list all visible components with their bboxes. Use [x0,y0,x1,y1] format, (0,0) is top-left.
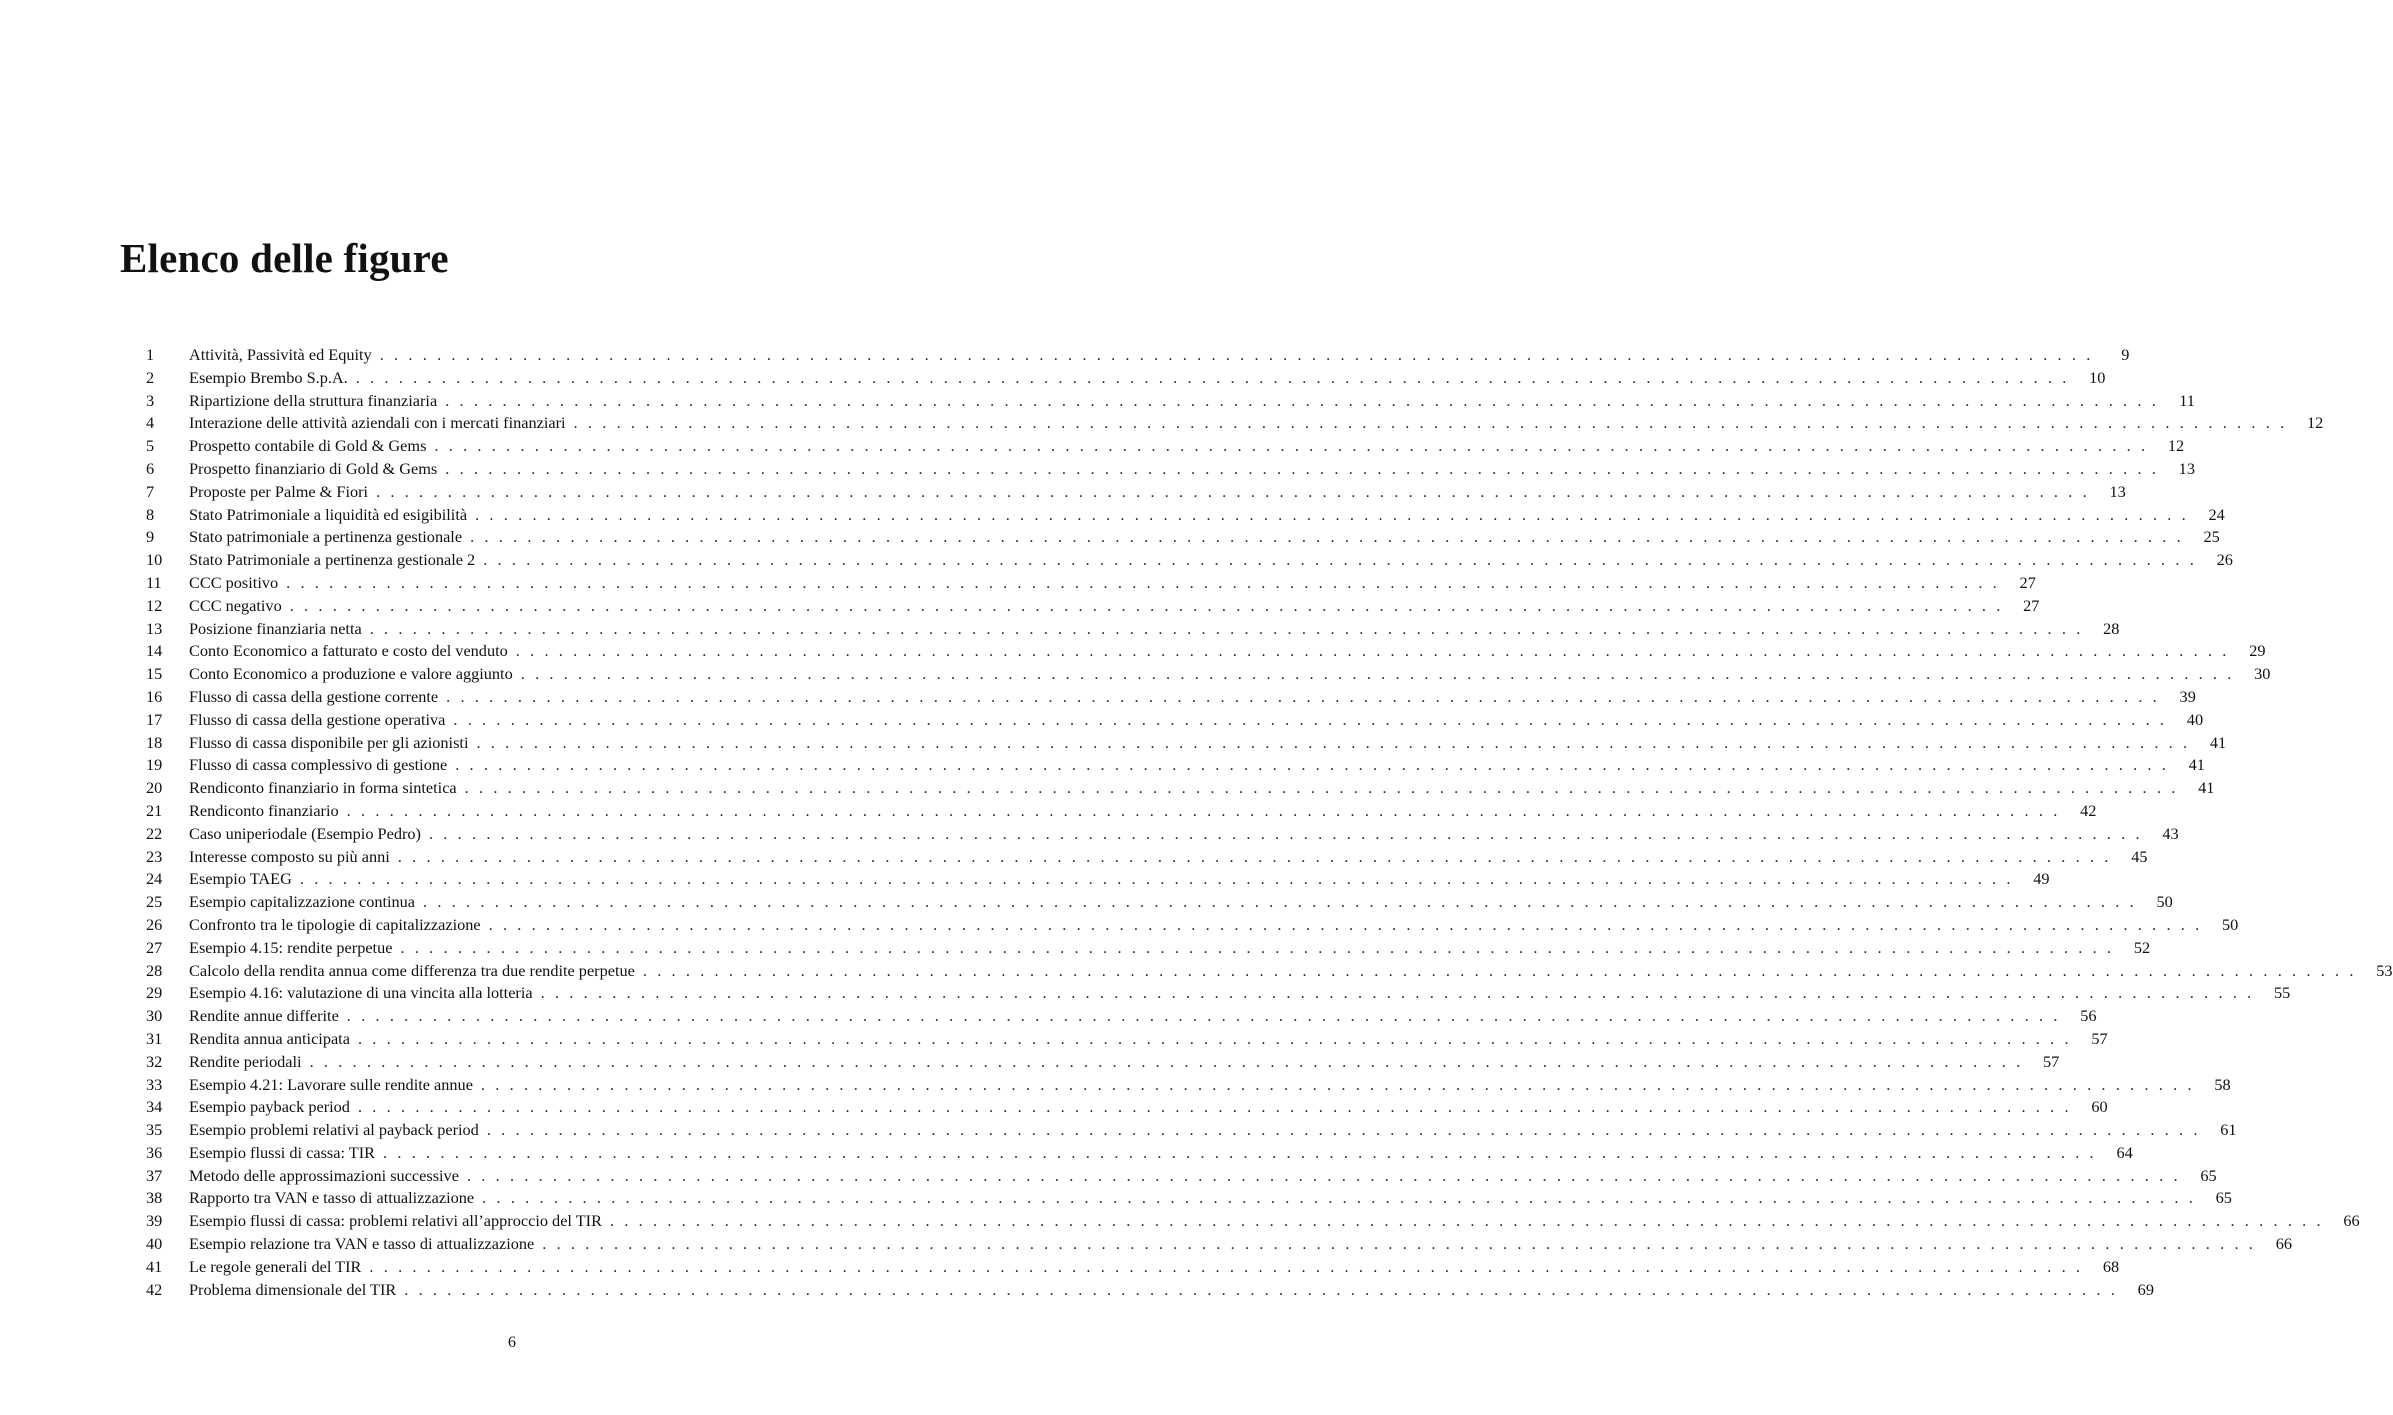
list-item [146,640,2266,663]
figure-page-number: 29 [2249,641,2266,661]
list-item [146,1187,2232,1210]
list-item [146,663,2271,686]
list-item [146,960,2393,983]
figure-caption: Metodo delle approssimazioni successive [189,1165,459,1185]
figure-number: 5 [146,436,155,456]
figure-number: 41 [146,1256,163,1276]
list-item [146,390,2195,413]
figure-number: 16 [146,686,163,706]
figure-page-number: 64 [2116,1142,2133,1162]
dot-leader: . . . . . . . . . . . . . . . . . . . . . . . . . . . . . . . . . . . . . . . . . . . . . . . . . . . . . . . . . . . . . . . . . . . . . . . . . . . . . . . . . . . . . . . . . . . . . . . . . . . . . . . . . . . . . . . . . . . . . . . . [515,641,2230,661]
figure-page-number: 40 [2186,709,2204,729]
dot-leader: . . . . . . . . . . . . . . . . . . . . . . . . . . . . . . . . . . . . . . . . . . . . . . . . . . . . . . . . . . . . . . . . . . . . . . . . . . . . . . . . . . . . . . . . . . . . . . . . . . . . . . . . . . . . . . . . . . . . . . . . [369,618,2084,638]
figure-page-number: 27 [2019,572,2036,592]
dot-leader: . . . . . . . . . . . . . . . . . . . . . . . . . . . . . . . . . . . . . . . . . . . . . . . . . . . . . . . . . . . . . . . . . . . . . . . . . . . . . . . . . . . . . . . . . . . . . . . . . . . . . . . . . . . . . . . . . . . . . . . . [397,846,2112,866]
figure-caption: Esempio problemi relativi al payback period [189,1120,479,1140]
figure-page-number: 41 [2188,755,2205,775]
figure-caption: Rendita annua anticipata [189,1028,350,1048]
figure-number: 12 [146,595,163,615]
dot-leader: . . . . . . . . . . . . . . . . . . . . . . . . . . . . . . . . . . . . . . . . . . . . . . . . . . . . . . . . . . . . . . . . . . . . . . . . . . . . . . . . . . . . . . . . . . . . . . . . . . . . . . . . . . . . . . . . . . . . . . . . [455,755,2169,775]
figure-number: 39 [146,1211,163,1231]
list-item [146,732,2227,755]
dot-leader: . . . . . . . . . . . . . . . . . . . . . . . . . . . . . . . . . . . . . . . . . . . . . . . . . . . . . . . . . . . . . . . . . . . . . . . . . . . . . . . . . . . . . . . . . . . . . . . . . . . . . . . . . . . . . . . . . . . . . . . . [464,778,2179,798]
figure-caption: Esempio capitalizzazione continua [189,892,416,912]
figure-caption: Proposte per Palme & Fiori [189,481,369,501]
list-item [146,1210,2360,1233]
figure-caption: Rendiconto finanziario [189,800,339,820]
figure-page-number: 58 [2214,1074,2231,1094]
dot-leader: . . . . . . . . . . . . . . . . . . . . . . . . . . . . . . . . . . . . . . . . . . . . . . . . . . . . . . . . . . . . . . . . . . . . . . . . . . . . . . . . . . . . . . . . . . . . . . . . . . . . . . . . . . . . . . . . . . . . . . . . [445,458,2159,478]
list-item [146,435,2185,458]
dot-leader: . . . . . . . . . . . . . . . . . . . . . . . . . . . . . . . . . . . . . . . . . . . . . . . . . . . . . . . . . . . . . . . . . . . . . . . . . . . . . . . . . . . . . . . . . . . . . . . . . . . . . . . . . . . . . . . . . . . . . . . . [475,504,2189,524]
dot-leader: . . . . . . . . . . . . . . . . . . . . . . . . . . . . . . . . . . . . . . . . . . . . . . . . . . . . . . . . . . . . . . . . . . . . . . . . . . . . . . . . . . . . . . . . . . . . . . . . . . . . . . . . . . . . . . . . . . . . . . . . [445,390,2159,410]
figure-page-number: 45 [2131,846,2148,866]
figure-page-number: 55 [2274,983,2291,1003]
figure-page-number: 68 [2102,1256,2120,1276]
figure-number: 8 [146,504,155,524]
dot-leader: . . . . . . . . . . . . . . . . . . . . . . . . . . . . . . . . . . . . . . . . . . . . . . . . . . . . . . . . . . . . . . . . . . . . . . . . . . . . . . . . . . . . . . . . . . . . . . . . . . . . . . . . . . . . . . . . . . . . . . . . [289,595,2004,615]
figure-page-number: 52 [2133,937,2151,957]
figure-caption: Rendiconto finanziario in forma sintetica [189,778,457,798]
dot-leader: . . . . . . . . . . . . . . . . . . . . . . . . . . . . . . . . . . . . . . . . . . . . . . . . . . . . . . . . . . . . . . . . . . . . . . . . . . . . . . . . . . . . . . . . . . . . . . . . . . . . . . . . . . . . . . . . . . . . . . . . [400,937,2115,957]
figure-number: 34 [146,1097,163,1117]
figure-caption: Esempio Brembo S.p.A. [189,367,348,387]
list-item [146,709,2204,732]
figure-caption: Flusso di cassa complessivo di gestione [189,755,448,775]
dot-leader: . . . . . . . . . . . . . . . . . . . . . . . . . . . . . . . . . . . . . . . . . . . . . . . . . . . . . . . . . . . . . . . . . . . . . . . . . . . . . . . . . . . . . . . . . . . . . . . . . . . . . . . . . . . . . . . . . . . . . . . . [466,1165,2181,1185]
figure-caption: Le regole generali del TIR [189,1256,362,1276]
dot-leader: . . . . . . . . . . . . . . . . . . . . . . . . . . . . . . . . . . . . . . . . . . . . . . . . . . . . . . . . . . . . . . . . . . . . . . . . . . . . . . . . . . . . . . . . . . . . . . . . . . . . . . . . . . . . . . . . . . . . . . . . [483,550,2197,570]
figure-page-number: 57 [2091,1028,2108,1048]
dot-leader: . . . . . . . . . . . . . . . . . . . . . . . . . . . . . . . . . . . . . . . . . . . . . . . . . . . . . . . . . . . . . . . . . . . . . . . . . . . . . . . . . . . . . . . . . . . . . . . . . . . . . . . . . . . . . . . . . . . . . . . . [383,1142,2097,1162]
figure-page-number: 11 [2179,390,2195,410]
figure-number: 14 [146,641,163,661]
dot-leader: . . . . . . . . . . . . . . . . . . . . . . . . . . . . . . . . . . . . . . . . . . . . . . . . . . . . . . . . . . . . . . . . . . . . . . . . . . . . . . . . . . . . . . . . . . . . . . . . . . . . . . . . . . . . . . . . . . . . . . . . [355,367,2070,387]
page-number: 6 [507,1332,517,1351]
dot-leader: . . . . . . . . . . . . . . . . . . . . . . . . . . . . . . . . . . . . . . . . . . . . . . . . . . . . . . . . . . . . . . . . . . . . . . . . . . . . . . . . . . . . . . . . . . . . . . . . . . . . . . . . . . . . . . . . . . . . . . . . [346,800,2061,820]
dot-leader: . . . . . . . . . . . . . . . . . . . . . . . . . . . . . . . . . . . . . . . . . . . . . . . . . . . . . . . . . . . . . . . . . . . . . . . . . . . . . . . . . . . . . . . . . . . . . . . . . . . . . . . . . . . . . . . . . . . . . . . . [542,1234,2256,1254]
list-item [146,1233,2292,1256]
list-item [146,618,2120,641]
figure-page-number: 50 [2222,914,2239,934]
figure-number: 1 [146,345,155,364]
dot-leader: . . . . . . . . . . . . . . . . . . . . . . . . . . . . . . . . . . . . . . . . . . . . . . . . . . . . . . . . . . . . . . . . . . . . . . . . . . . . . . . . . . . . . . . . . . . . . . . . . . . . . . . . . . . . . . . . . . . . . . . . [369,1256,2084,1276]
figure-page-number: 69 [2137,1279,2154,1299]
figure-number: 30 [146,1006,163,1026]
figure-page-number: 65 [2200,1165,2217,1185]
dot-leader: . . . . . . . . . . . . . . . . . . . . . . . . . . . . . . . . . . . . . . . . . . . . . . . . . . . . . . . . . . . . . . . . . . . . . . . . . . . . . . . . . . . . . . . . . . . . . . . . . . . . . . . . . . . . . . . . . . . . . . . . [486,1120,2201,1140]
list-item [146,458,2195,481]
figure-number: 25 [146,892,163,912]
list-item [146,823,2179,846]
list-item [146,982,2291,1005]
figure-page-number: 13 [2178,458,2195,478]
figure-number: 42 [146,1279,163,1299]
figure-number: 31 [146,1028,163,1048]
figure-number: 19 [146,755,163,775]
figure-number: 18 [146,732,163,752]
list-item [146,937,2151,960]
dot-leader: . . . . . . . . . . . . . . . . . . . . . . . . . . . . . . . . . . . . . . . . . . . . . . . . . . . . . . . . . . . . . . . . . . . . . . . . . . . . . . . . . . . . . . . . . . . . . . . . . . . . . . . . . . . . . . . . . . . . . . . . [476,732,2191,752]
figure-page-number: 30 [2254,664,2271,684]
figure-caption: Flusso di cassa della gestione operativa [189,709,446,729]
list-item [146,1256,2120,1279]
list-item [146,1051,2060,1074]
figure-page-number: 57 [2043,1051,2060,1071]
figure-page-number: 9 [2121,345,2130,364]
figure-page-number: 12 [2306,413,2324,433]
figure-page-number: 28 [2103,618,2120,638]
figure-number: 6 [146,458,155,478]
figure-caption: Prospetto contabile di Gold & Gems [189,436,427,456]
dot-leader: . . . . . . . . . . . . . . . . . . . . . . . . . . . . . . . . . . . . . . . . . . . . . . . . . . . . . . . . . . . . . . . . . . . . . . . . . . . . . . . . . . . . . . . . . . . . . . . . . . . . . . . . . . . . . . . . . . . . . . . . [346,1006,2061,1026]
list-of-figures [146,344,2393,1301]
figure-caption: Prospetto finanziario di Gold & Gems [189,458,438,478]
figure-number: 33 [146,1074,163,1094]
dot-leader: . . . . . . . . . . . . . . . . . . . . . . . . . . . . . . . . . . . . . . . . . . . . . . . . . . . . . . . . . . . . . . . . . . . . . . . . . . . . . . . . . . . . . . . . . . . . . . . . . . . . . . . . . . . . . . . . . . . . . . . . [379,345,2094,364]
figure-caption: Stato Patrimoniale a pertinenza gestionale 2 [189,550,476,570]
list-item [146,344,2130,367]
figure-number: 40 [146,1234,163,1254]
dot-leader: . . . . . . . . . . . . . . . . . . . . . . . . . . . . . . . . . . . . . . . . . . . . . . . . . . . . . . . . . . . . . . . . . . . . . . . . . . . . . . . . . . . . . . . . . . . . . . . . . . . . . . . . . . . . . . . . . . . . . . . . [453,709,2168,729]
figure-page-number: 56 [2080,1006,2097,1026]
page-title: Elenco delle figure [120,235,449,281]
figure-number: 26 [146,914,163,934]
figure-number: 23 [146,846,163,866]
list-item [146,868,2050,891]
figure-caption: Esempio 4.15: rendite perpetue [189,937,393,957]
list-item [146,914,2239,937]
figure-page-number: 66 [2275,1234,2292,1254]
figure-caption: Flusso di cassa disponibile per gli azionisti [189,732,469,752]
figure-number: 35 [146,1120,163,1140]
list-item [146,686,2196,709]
figure-caption: CCC negativo [189,595,282,615]
dot-leader: . . . . . . . . . . . . . . . . . . . . . . . . . . . . . . . . . . . . . . . . . . . . . . . . . . . . . . . . . . . . . . . . . . . . . . . . . . . . . . . . . . . . . . . . . . . . . . . . . . . . . . . . . . . . . . . . . . . . . . . . [488,914,2203,934]
figure-page-number: 50 [2156,892,2173,912]
figure-caption: Confronto tra le tipologie di capitalizzazione [189,914,481,934]
figure-caption: Esempio 4.21: Lavorare sulle rendite annue [189,1074,473,1094]
figure-number: 21 [146,800,163,820]
figure-caption: Esempio relazione tra VAN e tasso di attualizzazione [189,1234,535,1254]
dot-leader: . . . . . . . . . . . . . . . . . . . . . . . . . . . . . . . . . . . . . . . . . . . . . . . . . . . . . . . . . . . . . . . . . . . . . . . . . . . . . . . . . . . . . . . . . . . . . . . . . . . . . . . . . . . . . . . . . . . . . . . . [309,1051,2024,1071]
figure-caption: Esempio TAEG [189,869,292,889]
dot-leader: . . . . . . . . . . . . . . . . . . . . . . . . . . . . . . . . . . . . . . . . . . . . . . . . . . . . . . . . . . . . . . . . . . . . . . . . . . . . . . . . . . . . . . . . . . . . . . . . . . . . . . . . . . . . . . . . . . . . . . . . [573,413,2288,433]
dot-leader: . . . . . . . . . . . . . . . . . . . . . . . . . . . . . . . . . . . . . . . . . . . . . . . . . . . . . . . . . . . . . . . . . . . . . . . . . . . . . . . . . . . . . . . . . . . . . . . . . . . . . . . . . . . . . . . . . . . . . . . . [357,1028,2072,1048]
figure-number: 20 [146,778,163,798]
figure-page-number: 43 [2162,823,2179,843]
figure-page-number: 13 [2109,481,2126,501]
figure-caption: Problema dimensionale del TIR [189,1279,397,1299]
figure-page-number: 42 [2080,800,2097,820]
figure-number: 17 [146,709,163,729]
figure-number: 22 [146,823,163,843]
dot-leader: . . . . . . . . . . . . . . . . . . . . . . . . . . . . . . . . . . . . . . . . . . . . . . . . . . . . . . . . . . . . . . . . . . . . . . . . . . . . . . . . . . . . . . . . . . . . . . . . . . . . . . . . . . . . . . . . . . . . . . . . [470,527,2184,547]
figure-caption: Rapporto tra VAN e tasso di attualizzazione [189,1188,475,1208]
dot-leader: . . . . . . . . . . . . . . . . . . . . . . . . . . . . . . . . . . . . . . . . . . . . . . . . . . . . . . . . . . . . . . . . . . . . . . . . . . . . . . . . . . . . . . . . . . . . . . . . . . . . . . . . . . . . . . . . . . . . . . . . [357,1097,2072,1117]
dot-leader: . . . . . . . . . . . . . . . . . . . . . . . . . . . . . . . . . . . . . . . . . . . . . . . . . . . . . . . . . . . . . . . . . . . . . . . . . . . . . . . . . . . . . . . . . . . . . . . . . . . . . . . . . . . . . . . . . . . . . . . . [404,1279,2118,1299]
figure-page-number: 10 [2089,367,2106,387]
figure-caption: Conto Economico a produzione e valore aggiunto [189,664,513,684]
list-item [146,367,2106,390]
figure-number: 11 [146,572,162,592]
figure-page-number: 49 [2033,869,2050,889]
figure-number: 27 [146,937,163,957]
figure-page-number: 60 [2091,1097,2108,1117]
figure-number: 3 [146,390,155,410]
figure-number: 4 [146,413,155,433]
figure-caption: Esempio payback period [189,1097,350,1117]
figure-page-number: 26 [2216,550,2233,570]
figure-caption: Esempio flussi di cassa: TIR [189,1142,376,1162]
figure-caption: Attività, Passività ed Equity [189,345,372,364]
figure-caption: Stato patrimoniale a pertinenza gestionale [189,527,463,547]
figure-caption: Interazione delle attività aziendali con i mercati finanziari [189,413,566,433]
figure-caption: Interesse composto su più anni [189,846,390,866]
dot-leader: . . . . . . . . . . . . . . . . . . . . . . . . . . . . . . . . . . . . . . . . . . . . . . . . . . . . . . . . . . . . . . . . . . . . . . . . . . . . . . . . . . . . . . . . . . . . . . . . . . . . . . . . . . . . . . . . . . . . . . . . [434,436,2149,456]
figure-page-number: 53 [2376,960,2393,980]
figure-page-number: 66 [2343,1211,2360,1231]
figure-number: 28 [146,960,163,980]
figure-page-number: 12 [2167,436,2185,456]
list-item [146,754,2205,777]
list-item [146,1074,2231,1097]
list-item [146,800,2097,823]
dot-leader: . . . . . . . . . . . . . . . . . . . . . . . . . . . . . . . . . . . . . . . . . . . . . . . . . . . . . . . . . . . . . . . . . . . . . . . . . . . . . . . . . . . . . . . . . . . . . . . . . . . . . . . . . . . . . . . . . . . . . . . . [423,892,2137,912]
figure-number: 13 [146,618,163,638]
dot-leader: . . . . . . . . . . . . . . . . . . . . . . . . . . . . . . . . . . . . . . . . . . . . . . . . . . . . . . . . . . . . . . . . . . . . . . . . . . . . . . . . . . . . . . . . . . . . . . . . . . . . . . . . . . . . . . . . . . . . . . . . [428,823,2143,843]
figure-number: 38 [146,1188,163,1208]
figure-number: 24 [146,869,163,889]
figure-page-number: 41 [2209,732,2227,752]
figure-page-number: 25 [2203,527,2220,547]
list-item [146,572,2036,595]
figure-caption: Rendite annue differite [189,1006,339,1026]
dot-leader: . . . . . . . . . . . . . . . . . . . . . . . . . . . . . . . . . . . . . . . . . . . . . . . . . . . . . . . . . . . . . . . . . . . . . . . . . . . . . . . . . . . . . . . . . . . . . . . . . . . . . . . . . . . . . . . . . . . . . . . . [446,686,2160,706]
list-item [146,1279,2154,1302]
figure-caption: Caso uniperiodale (Esempio Pedro) [189,823,421,843]
figure-caption: Esempio flussi di cassa: problemi relativi all’approccio del TIR [189,1211,602,1231]
figure-caption: Posizione finanziaria netta [189,618,362,638]
figure-number: 10 [146,550,163,570]
dot-leader: . . . . . . . . . . . . . . . . . . . . . . . . . . . . . . . . . . . . . . . . . . . . . . . . . . . . . . . . . . . . . . . . . . . . . . . . . . . . . . . . . . . . . . . . . . . . . . . . . . . . . . . . . . . . . . . . . . . . . . . . [286,572,2000,592]
list-item [146,1005,2097,1028]
figure-caption: Esempio 4.16: valutazione di una vincita alla lotteria [189,983,533,1003]
list-item [146,777,2215,800]
figure-number: 29 [146,983,163,1003]
list-item [146,1142,2133,1165]
figure-page-number: 41 [2198,778,2215,798]
dot-leader: . . . . . . . . . . . . . . . . . . . . . . . . . . . . . . . . . . . . . . . . . . . . . . . . . . . . . . . . . . . . . . . . . . . . . . . . . . . . . . . . . . . . . . . . . . . . . . . . . . . . . . . . . . . . . . . . . . . . . . . . [299,869,2014,889]
list-item [146,1028,2108,1051]
dot-leader: . . . . . . . . . . . . . . . . . . . . . . . . . . . . . . . . . . . . . . . . . . . . . . . . . . . . . . . . . . . . . . . . . . . . . . . . . . . . . . . . . . . . . . . . . . . . . . . . . . . . . . . . . . . . . . . . . . . . . . . . [540,983,2255,1003]
figure-caption: Rendite periodali [189,1051,302,1071]
dot-leader: . . . . . . . . . . . . . . . . . . . . . . . . . . . . . . . . . . . . . . . . . . . . . . . . . . . . . . . . . . . . . . . . . . . . . . . . . . . . . . . . . . . . . . . . . . . . . . . . . . . . . . . . . . . . . . . . . . . . . . . . [482,1188,2196,1208]
figure-number: 15 [146,664,163,684]
figure-caption: Conto Economico a fatturato e costo del venduto [189,641,508,661]
list-item [146,549,2233,572]
dot-leader: . . . . . . . . . . . . . . . . . . . . . . . . . . . . . . . . . . . . . . . . . . . . . . . . . . . . . . . . . . . . . . . . . . . . . . . . . . . . . . . . . . . . . . . . . . . . . . . . . . . . . . . . . . . . . . . . . . . . . . . . [520,664,2235,684]
figure-number: 7 [146,481,155,501]
dot-leader: . . . . . . . . . . . . . . . . . . . . . . . . . . . . . . . . . . . . . . . . . . . . . . . . . . . . . . . . . . . . . . . . . . . . . . . . . . . . . . . . . . . . . . . . . . . . . . . . . . . . . . . . . . . . . . . . . . . . . . . . [376,481,2090,501]
figure-number: 9 [146,527,155,547]
list-item [146,846,2148,869]
list-item [146,412,2324,435]
figure-number: 32 [146,1051,163,1071]
figure-number: 37 [146,1165,163,1185]
figure-caption: Calcolo della rendita annua come differenza tra due rendite perpetue [189,960,635,980]
dot-leader: . . . . . . . . . . . . . . . . . . . . . . . . . . . . . . . . . . . . . . . . . . . . . . . . . . . . . . . . . . . . . . . . . . . . . . . . . . . . . . . . . . . . . . . . . . . . . . . . . . . . . . . . . . . . . . . . . . . . . . . . [609,1211,2324,1231]
figure-caption: CCC positivo [189,572,279,592]
figure-caption: Flusso di cassa della gestione corrente [189,686,439,706]
dot-leader: . . . . . . . . . . . . . . . . . . . . . . . . . . . . . . . . . . . . . . . . . . . . . . . . . . . . . . . . . . . . . . . . . . . . . . . . . . . . . . . . . . . . . . . . . . . . . . . . . . . . . . . . . . . . . . . . . . . . . . . . [642,960,2357,980]
list-item [146,595,2040,618]
figure-page-number: 39 [2179,686,2196,706]
list-item [146,526,2220,549]
list-item [146,1119,2237,1142]
figure-caption: Ripartizione della struttura finanziaria [189,390,438,410]
list-item [146,481,2126,504]
figure-number: 36 [146,1142,163,1162]
list-item [146,504,2225,527]
list-item [146,891,2173,914]
figure-page-number: 65 [2215,1188,2232,1208]
figure-page-number: 24 [2208,504,2225,524]
dot-leader: . . . . . . . . . . . . . . . . . . . . . . . . . . . . . . . . . . . . . . . . . . . . . . . . . . . . . . . . . . . . . . . . . . . . . . . . . . . . . . . . . . . . . . . . . . . . . . . . . . . . . . . . . . . . . . . . . . . . . . . . [480,1074,2195,1094]
figure-page-number: 61 [2220,1120,2237,1140]
list-item [146,1165,2217,1188]
figure-page-number: 27 [2023,595,2040,615]
figure-caption: Stato Patrimoniale a liquidità ed esigibilità [189,504,468,524]
figure-number: 2 [146,367,155,387]
list-item [146,1096,2108,1119]
